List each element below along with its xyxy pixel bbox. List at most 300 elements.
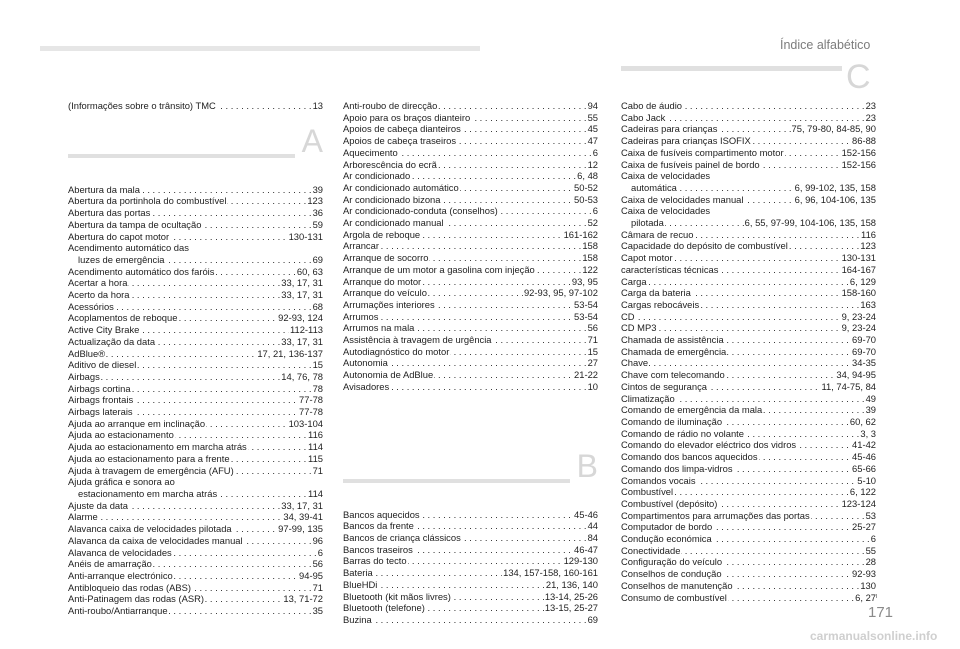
index-entry bbox=[68, 324, 323, 336]
index-entry-pages: 33, 17, 31 bbox=[281, 277, 323, 289]
index-entry-pages: 71 bbox=[587, 334, 598, 346]
index-entry-term: Combustível bbox=[621, 486, 674, 498]
index-entry bbox=[68, 277, 323, 289]
index-entry bbox=[68, 359, 323, 371]
index-entry-term: Comando de rádio no volante bbox=[621, 427, 745, 439]
index-entry-term: Bluetooth (telefone) bbox=[343, 602, 425, 614]
index-entry bbox=[68, 195, 323, 207]
index-entry-term: Caixa de velocidades bbox=[621, 170, 711, 182]
page-number: 171 bbox=[868, 604, 894, 621]
index-entry-pages: 53 bbox=[865, 509, 876, 521]
index-entry-pages: 15 bbox=[587, 345, 598, 357]
index-entry bbox=[343, 532, 598, 544]
index-entry bbox=[621, 334, 876, 346]
index-entry-term: Carga bbox=[621, 275, 647, 287]
index-entry-pages: 41-42 bbox=[852, 439, 876, 451]
index-entry-term: Anti-roubo de direcção bbox=[343, 100, 438, 111]
index-entry-pages: 94 bbox=[587, 100, 598, 111]
index-entry-term: Ar condicionado manual bbox=[343, 217, 444, 229]
index-entry bbox=[621, 568, 876, 580]
index-entry bbox=[343, 602, 598, 614]
index-entry-pages: 49 bbox=[865, 392, 876, 404]
index-entry-pages: 69 bbox=[587, 613, 598, 625]
index-entry-pages: 115 bbox=[308, 452, 323, 464]
index-entry-pages: 9, 23-24 bbox=[841, 322, 876, 334]
letter-a-section bbox=[68, 122, 323, 174]
index-entry-pages: 116 bbox=[861, 228, 876, 240]
index-entry bbox=[343, 322, 598, 334]
index-entry-term: Arrumações interiores bbox=[343, 298, 435, 310]
index-entry bbox=[343, 194, 598, 206]
index-entry-pages: 39 bbox=[312, 183, 323, 195]
index-entry bbox=[621, 147, 876, 159]
index-entry-term: Capacidade do depósito de combustível bbox=[621, 240, 788, 252]
index-entry bbox=[68, 535, 323, 547]
letter-b-section bbox=[343, 447, 598, 499]
index-entry-pages: 50-52 bbox=[574, 181, 598, 193]
index-entry-term: Acerto da hora bbox=[68, 289, 130, 301]
index-entry bbox=[621, 381, 876, 393]
index-entry-pages: 53-54 bbox=[574, 298, 598, 310]
index-entry-pages: 33, 17, 31 bbox=[281, 289, 323, 301]
index-entry-pages: 94-95 bbox=[299, 569, 323, 581]
index-entry-pages: 23 bbox=[865, 111, 876, 123]
index-entry-term: Ajuda à travagem de emergência (AFU) bbox=[68, 464, 234, 476]
index-entry-pages: 52 bbox=[587, 217, 598, 229]
index-entry-pages: 116 bbox=[308, 429, 323, 441]
index-entry-term: Abertura da tampa de ocultação bbox=[68, 218, 202, 230]
index-entry bbox=[343, 520, 598, 532]
index-entry-term: BlueHDi bbox=[343, 578, 378, 590]
index-entry-pages: 152-156 bbox=[841, 146, 876, 158]
index-entry bbox=[621, 416, 876, 428]
index-entry bbox=[343, 544, 598, 556]
index-entry bbox=[68, 336, 323, 348]
index-entry-term: Ajuste da data bbox=[68, 499, 128, 511]
index-entry-term: Acertar a hora bbox=[68, 277, 128, 289]
index-entry-term: Acessórios bbox=[68, 300, 114, 312]
index-entry-term: Bancos aquecidos bbox=[343, 508, 420, 520]
index-entry bbox=[343, 579, 598, 591]
index-entry bbox=[621, 182, 876, 194]
index-entry-pages: 39 bbox=[865, 404, 876, 416]
index-entry bbox=[343, 240, 598, 252]
index-entry-term: Compartimentos para arrumações das portas bbox=[621, 509, 810, 521]
index-entry-term: Conselhos de condução bbox=[621, 568, 722, 580]
index-entry-pages: 114 bbox=[308, 487, 323, 499]
index-entry-term: Antibloqueio das rodas (ABS) bbox=[68, 581, 191, 593]
index-entry-pages: 13 bbox=[312, 100, 323, 111]
index-entry-term: Câmara de recuo bbox=[621, 228, 694, 240]
index-entry bbox=[621, 475, 876, 487]
index-entry bbox=[621, 170, 876, 182]
index-entry-term: Cabo Jack bbox=[621, 111, 666, 123]
index-entry-pages: 13, 71-72 bbox=[283, 593, 323, 605]
index-entry bbox=[621, 463, 876, 475]
index-entry-term: Arrancar bbox=[343, 240, 379, 252]
index-entry-pages: 158 bbox=[582, 252, 598, 264]
index-entry bbox=[621, 393, 876, 405]
intro-entries bbox=[68, 100, 323, 112]
index-entry bbox=[68, 558, 323, 570]
index-entry bbox=[621, 123, 876, 135]
index-entry-pages: 10 bbox=[587, 380, 598, 392]
index-entry-term: pilotada bbox=[621, 217, 665, 228]
index-entry-term: Airbags laterais bbox=[68, 406, 133, 418]
index-entry-term: Consumo de combustível bbox=[621, 591, 727, 603]
index-entry bbox=[621, 299, 876, 311]
letter-b-rule bbox=[343, 479, 570, 483]
index-entry bbox=[68, 523, 323, 535]
index-entry-term: Acoplamentos de reboque bbox=[68, 312, 178, 324]
index-entry-term: Alarme bbox=[68, 511, 98, 523]
index-entry-term: CD MP3 bbox=[621, 322, 657, 334]
index-entry bbox=[68, 242, 323, 254]
index-entry-pages: 33, 17, 31 bbox=[281, 335, 323, 347]
index-entry bbox=[68, 476, 323, 488]
index-entry bbox=[68, 547, 323, 559]
index-entry-term: Buzina bbox=[343, 613, 372, 625]
index-entry bbox=[343, 123, 598, 135]
index-entry bbox=[68, 289, 323, 301]
letter-c-heading: C bbox=[846, 58, 871, 96]
index-entry bbox=[68, 465, 323, 477]
index-entry-pages: 123 bbox=[307, 195, 323, 207]
letter-a-entries bbox=[68, 184, 323, 617]
index-entry-pages: 75, 79-80, 84-85, 90 bbox=[791, 123, 876, 135]
index-entry-pages: 60, 63 bbox=[296, 265, 323, 277]
index-column-1 bbox=[68, 100, 323, 617]
index-entry-term: Ar condicionado bizona bbox=[343, 193, 441, 205]
index-entry bbox=[68, 500, 323, 512]
index-entry-term: Caixa de fusíveis painel de bordo bbox=[621, 158, 760, 170]
index-entry-term: Cargas rebocáveis bbox=[621, 298, 700, 310]
index-entry-pages: 3, 3 bbox=[860, 427, 876, 439]
index-entry-pages: 9, 23-24 bbox=[841, 310, 876, 322]
index-entry bbox=[621, 498, 876, 510]
index-entry bbox=[68, 488, 323, 500]
index-entry-pages: 53-54 bbox=[574, 310, 598, 322]
index-entry-pages: 164-167 bbox=[841, 263, 876, 275]
index-entry-pages: 35 bbox=[312, 605, 323, 617]
index-entry bbox=[621, 311, 876, 323]
index-entry bbox=[343, 381, 598, 393]
index-entry-pages: 44 bbox=[587, 520, 598, 532]
letter-c-entries bbox=[621, 100, 876, 603]
index-entry bbox=[68, 219, 323, 231]
index-entry-term: Aditivo de diesel bbox=[68, 359, 137, 371]
index-entry-term: Comando dos limpa-vidros bbox=[621, 462, 733, 474]
index-entry-term: Abertura do capot motor bbox=[68, 230, 170, 242]
index-entry-pages: 6, 122 bbox=[849, 486, 876, 498]
index-entry bbox=[621, 264, 876, 276]
index-entry-pages: 130-131 bbox=[841, 252, 876, 264]
index-entry-term: Capot motor bbox=[621, 252, 673, 264]
index-entry bbox=[621, 369, 876, 381]
index-entry-term: Climatização bbox=[621, 392, 675, 404]
index-entry-term: Actualização da data bbox=[68, 335, 156, 347]
index-entry-pages: 12 bbox=[587, 158, 598, 170]
index-column-3 bbox=[621, 100, 876, 603]
index-entry bbox=[343, 299, 598, 311]
index-entry bbox=[621, 545, 876, 557]
index-entry bbox=[343, 182, 598, 194]
index-entry-term: Comando do elevador eléctrico dos vidros bbox=[621, 439, 797, 451]
index-entry-term: Caixa de velocidades bbox=[621, 205, 711, 217]
index-entry-pages: 47 bbox=[587, 135, 598, 147]
index-entry-term: Alavanca de velocidades bbox=[68, 546, 172, 558]
index-entry bbox=[343, 159, 598, 171]
index-entry-pages: 59 bbox=[312, 218, 323, 230]
index-entry bbox=[621, 556, 876, 568]
index-entry-term: Configuração do veículo bbox=[621, 556, 723, 568]
index-entry-pages: 15 bbox=[312, 359, 323, 371]
index-entry bbox=[621, 240, 876, 252]
index-entry-pages: 14, 76, 78 bbox=[281, 370, 323, 382]
index-entry bbox=[621, 252, 876, 264]
index-entry bbox=[343, 100, 598, 112]
index-entry bbox=[68, 383, 323, 395]
index-entry bbox=[621, 194, 876, 206]
index-entry bbox=[343, 217, 598, 229]
index-entry-pages: 158-160 bbox=[841, 287, 876, 299]
index-entry bbox=[621, 510, 876, 522]
index-entry bbox=[343, 135, 598, 147]
index-entry bbox=[343, 346, 598, 358]
index-entry-pages: 96 bbox=[312, 534, 323, 546]
index-entry-pages: 55 bbox=[587, 111, 598, 123]
index-entry bbox=[68, 371, 323, 383]
index-entry bbox=[621, 533, 876, 545]
letter-a-rule bbox=[68, 154, 295, 158]
index-entry-pages: 6, 99-102, 135, 158 bbox=[794, 181, 876, 193]
index-entry-term: Ajuda ao estacionamento para a frente bbox=[68, 452, 230, 464]
index-entry bbox=[343, 276, 598, 288]
index-entry-pages: 123 bbox=[860, 240, 876, 252]
index-entry-pages: 78 bbox=[312, 382, 323, 394]
letter-a-heading: A bbox=[301, 122, 323, 159]
index-entry-term: Arranque do veículo bbox=[343, 287, 427, 299]
index-entry bbox=[68, 207, 323, 219]
index-entry bbox=[68, 418, 323, 430]
index-entry bbox=[621, 404, 876, 416]
index-entry-term: Comando de iluminação bbox=[621, 415, 723, 427]
index-entry-term: Anti-roubo/Antiarranque bbox=[68, 605, 168, 617]
index-entry-term: Cintos de segurança bbox=[621, 380, 707, 392]
index-entry bbox=[621, 451, 876, 463]
index-entry-term: Ar condicionado automático bbox=[343, 181, 459, 193]
index-entry-pages: 55 bbox=[865, 544, 876, 556]
index-entry-pages: 163 bbox=[860, 298, 876, 310]
index-entry-pages: 114 bbox=[308, 441, 323, 453]
index-entry-term: Avisadores bbox=[343, 380, 390, 392]
index-entry-term: Anti-Patinagem das rodas (ASR) bbox=[68, 593, 204, 605]
index-entry bbox=[68, 184, 323, 196]
index-entry-pages: 69-70 bbox=[852, 334, 876, 346]
index-entry bbox=[68, 429, 323, 441]
index-entry bbox=[68, 511, 323, 523]
index-entry bbox=[621, 346, 876, 358]
index-entry bbox=[68, 605, 323, 617]
footer-watermark: carmanualsonline.info bbox=[810, 629, 938, 643]
index-entry-term: Ar condicionado-conduta (conselhos) bbox=[343, 205, 498, 217]
index-entry-term: Arborescência do ecrã bbox=[343, 158, 437, 170]
index-entry-pages: 86-88 bbox=[852, 135, 876, 147]
index-entry-pages: 6, 129 bbox=[849, 275, 876, 287]
index-entry-pages: 122 bbox=[582, 263, 598, 275]
index-entry-pages: 5-10 bbox=[857, 474, 876, 486]
index-entry-term: Carga da bateria bbox=[621, 287, 691, 299]
index-entry bbox=[68, 441, 323, 453]
index-entry bbox=[621, 217, 876, 229]
index-entry-term: Alavanca da caixa de velocidades manual bbox=[68, 534, 243, 546]
index-entry-term: Active City Brake bbox=[68, 324, 140, 336]
index-entry bbox=[68, 453, 323, 465]
index-entry-pages: 77-78 bbox=[299, 394, 323, 406]
index-entry-pages: 34, 39-41 bbox=[283, 511, 323, 523]
index-entry-term: Ar condicionado bbox=[343, 170, 411, 182]
index-entry-term: Bluetooth (kit mãos livres) bbox=[343, 590, 451, 602]
index-entry-pages: 45 bbox=[587, 123, 598, 135]
index-entry-term: Ajuda ao estacionamento bbox=[68, 429, 174, 441]
index-entry-term: Bancos de criança clássicos bbox=[343, 531, 461, 543]
index-entry-term: Chave com telecomando bbox=[621, 369, 725, 381]
index-entry-term: Condução económica bbox=[621, 533, 712, 545]
index-entry-pages: 34-35 bbox=[852, 357, 876, 369]
index-column-2 bbox=[343, 100, 598, 626]
index-entry-pages: 17, 21, 136-137 bbox=[257, 347, 323, 359]
letter-c-rule bbox=[621, 66, 842, 71]
index-entry-term: Bateria bbox=[343, 567, 373, 579]
index-entry bbox=[621, 276, 876, 288]
index-entry-term: Conectividade bbox=[621, 544, 681, 556]
index-entry-term: Arranque de um motor a gasolina com injeção bbox=[343, 263, 535, 275]
index-entry-pages: 60, 62 bbox=[849, 415, 876, 427]
section-title: Índice alfabético bbox=[780, 38, 871, 52]
index-entry-pages: 13-14, 25-26 bbox=[544, 590, 598, 602]
index-entry-term: Cadeiras para crianças bbox=[621, 123, 718, 135]
index-entry bbox=[68, 348, 323, 360]
index-entry-pages: 56 bbox=[312, 558, 323, 570]
index-entry bbox=[343, 147, 598, 159]
index-entry-term: Barras do tecto bbox=[343, 555, 407, 567]
index-entry-pages: 92-93, 95, 97-102 bbox=[523, 287, 598, 299]
index-entry-pages: 92-93 bbox=[852, 568, 876, 580]
index-entry bbox=[343, 555, 598, 567]
index-entry bbox=[68, 593, 323, 605]
index-entry-pages: 92-93, 124 bbox=[278, 312, 323, 324]
index-entry bbox=[621, 580, 876, 592]
index-entry-term: (Informações sobre o trânsito) TMC bbox=[68, 100, 216, 111]
index-entry bbox=[621, 112, 876, 124]
index-entry bbox=[68, 406, 323, 418]
index-entry-term: Ajuda ao arranque em inclinação bbox=[68, 417, 206, 429]
index-entry bbox=[621, 486, 876, 498]
index-entry bbox=[68, 254, 323, 266]
index-entry-pages: 56 bbox=[587, 322, 598, 334]
index-entry-pages: 11, 74-75, 84 bbox=[821, 380, 876, 392]
index-entry-pages: 68 bbox=[312, 300, 323, 312]
index-entry bbox=[68, 570, 323, 582]
index-entry-term: automática bbox=[621, 182, 678, 193]
index-entry-term: Autodiagnóstico do motor bbox=[343, 345, 450, 357]
index-entry-pages: 21, 136, 140 bbox=[545, 578, 598, 590]
index-entry bbox=[621, 100, 876, 112]
index-entry-term: Comando dos bancos aquecidos bbox=[621, 451, 758, 463]
index-entry-pages: 65-66 bbox=[852, 462, 876, 474]
index-entry-term: Acendimento automático das bbox=[68, 242, 189, 254]
index-entry-pages: 69-70 bbox=[852, 345, 876, 357]
index-entry-pages: 50-53 bbox=[574, 193, 598, 205]
index-entry-pages: 6 bbox=[870, 533, 876, 545]
index-entry-term: Arranque de socorro bbox=[343, 252, 429, 264]
index-entry-term: Arrumos na mala bbox=[343, 322, 415, 334]
index-entry-pages: 6, 27 bbox=[855, 591, 876, 603]
index-entry-pages: 25-27 bbox=[852, 521, 876, 533]
index-entry-term: Conselhos de manutenção bbox=[621, 579, 733, 591]
index-entry-term: Caixa de fusíveis compartimento motor bbox=[621, 146, 784, 158]
index-entry-term: Airbags frontais bbox=[68, 394, 134, 406]
index-entry-term: estacionamento em marcha atrás bbox=[68, 488, 218, 499]
index-entry-pages: 33, 17, 31 bbox=[281, 499, 323, 511]
index-entry bbox=[68, 231, 323, 243]
index-entry bbox=[343, 264, 598, 276]
index-entry-pages: 129-130 bbox=[563, 555, 598, 567]
index-entry bbox=[621, 135, 876, 147]
index-entry bbox=[621, 428, 876, 440]
index-entry-term: Ajuda ao estacionamento em marcha atrás bbox=[68, 441, 247, 453]
index-entry bbox=[343, 252, 598, 264]
index-entry-pages: 158 bbox=[582, 240, 598, 252]
letter-b-heading: B bbox=[576, 447, 598, 484]
index-entry-pages: 27 bbox=[587, 357, 598, 369]
index-entry-term: Airbags bbox=[68, 370, 100, 382]
index-entry-term: CD bbox=[621, 310, 635, 322]
index-entry-term: Assistência à travagem de urgência bbox=[343, 334, 492, 346]
index-entry bbox=[343, 357, 598, 369]
index-entry-pages: 130-131 bbox=[288, 230, 323, 242]
index-entry-term: Computador de bordo bbox=[621, 521, 713, 533]
index-entry bbox=[621, 357, 876, 369]
index-entry-term: Alavanca caixa de velocidades pilotada bbox=[68, 523, 232, 535]
index-entry-pages: 77-78 bbox=[299, 406, 323, 418]
index-entry-term: Apoio para os braços dianteiro bbox=[343, 111, 471, 123]
index-entry bbox=[68, 312, 323, 324]
index-entry-term: Acendimento automático dos faróis bbox=[68, 265, 215, 277]
index-entry bbox=[343, 112, 598, 124]
index-entry-term: características técnicas bbox=[621, 263, 719, 275]
index-entry bbox=[343, 287, 598, 299]
letter-b-entries bbox=[343, 509, 598, 626]
index-entry bbox=[343, 614, 598, 626]
index-entry bbox=[68, 394, 323, 406]
index-entry bbox=[68, 100, 323, 112]
index-entry-pages: 130 bbox=[860, 579, 876, 591]
index-entry bbox=[343, 567, 598, 579]
index-entry-pages: 69 bbox=[312, 253, 323, 265]
index-entry-term: Autonomia de AdBlue bbox=[343, 369, 434, 381]
index-entry bbox=[621, 521, 876, 533]
index-entry bbox=[68, 266, 323, 278]
index-entry-term: Arranque do motor bbox=[343, 275, 422, 287]
index-entry bbox=[621, 287, 876, 299]
index-entry bbox=[343, 591, 598, 603]
index-entry-pages: 134, 157-158, 160-161 bbox=[503, 567, 598, 579]
index-entry bbox=[343, 170, 598, 182]
index-entry bbox=[621, 322, 876, 334]
index-entry-term: Argola de reboque bbox=[343, 228, 421, 240]
index-entry-pages: 6 bbox=[592, 205, 598, 217]
